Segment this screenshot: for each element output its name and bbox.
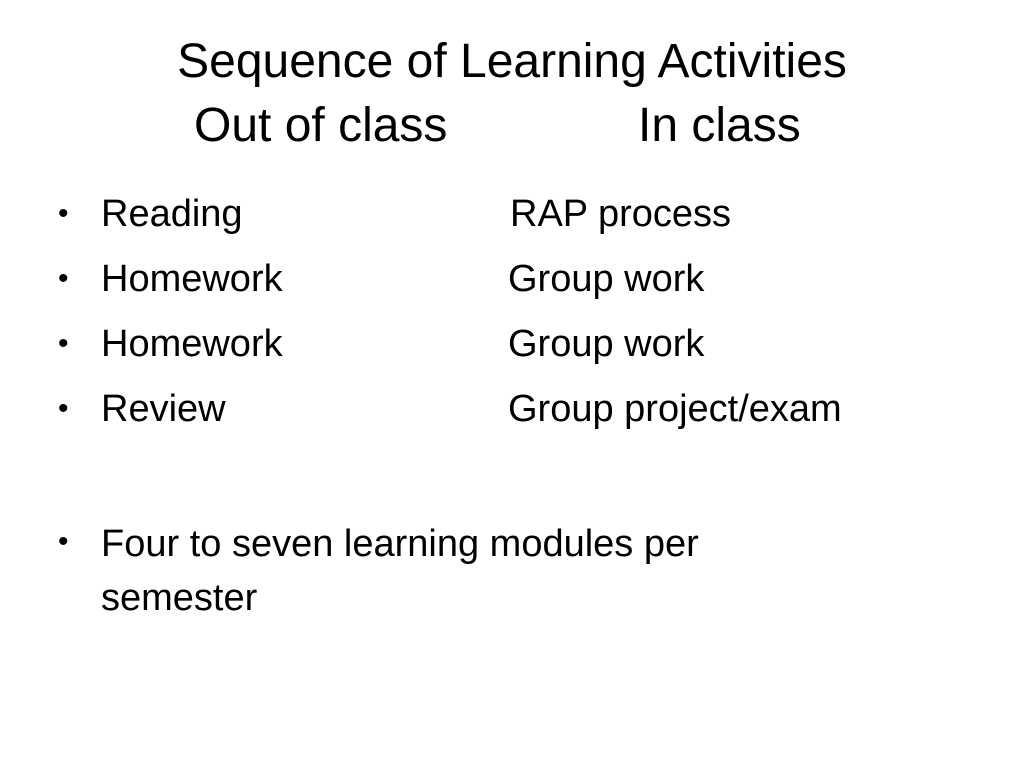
in-class-activity: Group project/exam <box>508 388 842 430</box>
bullet-icon: • <box>58 525 69 558</box>
in-class-activity: Group work <box>508 258 705 300</box>
in-class-activity: Group work <box>508 323 705 365</box>
out-of-class-activity: Homework <box>101 323 283 365</box>
activity-row <box>0 189 1024 239</box>
title-main: Sequence of Learning Activities <box>177 35 847 88</box>
out-of-class-activity: Homework <box>101 258 283 300</box>
bullet-icon: • <box>58 327 69 360</box>
bullet-icon: • <box>58 392 69 425</box>
activity-row <box>0 384 1024 434</box>
activity-row <box>0 254 1024 304</box>
column-headers <box>0 94 1024 158</box>
out-of-class-activity: Review <box>101 388 226 430</box>
bullet-icon: • <box>58 262 69 295</box>
header-in-class: In class <box>638 99 801 152</box>
modules-note-text: Four to seven learning modules per semester <box>101 523 699 619</box>
header-out-of-class: Out of class <box>194 99 448 152</box>
bullet-icon: • <box>58 197 69 230</box>
out-of-class-activity: Reading <box>101 193 243 235</box>
slide-title <box>0 30 1024 158</box>
activity-row <box>0 319 1024 369</box>
in-class-activity: RAP process <box>510 193 732 235</box>
